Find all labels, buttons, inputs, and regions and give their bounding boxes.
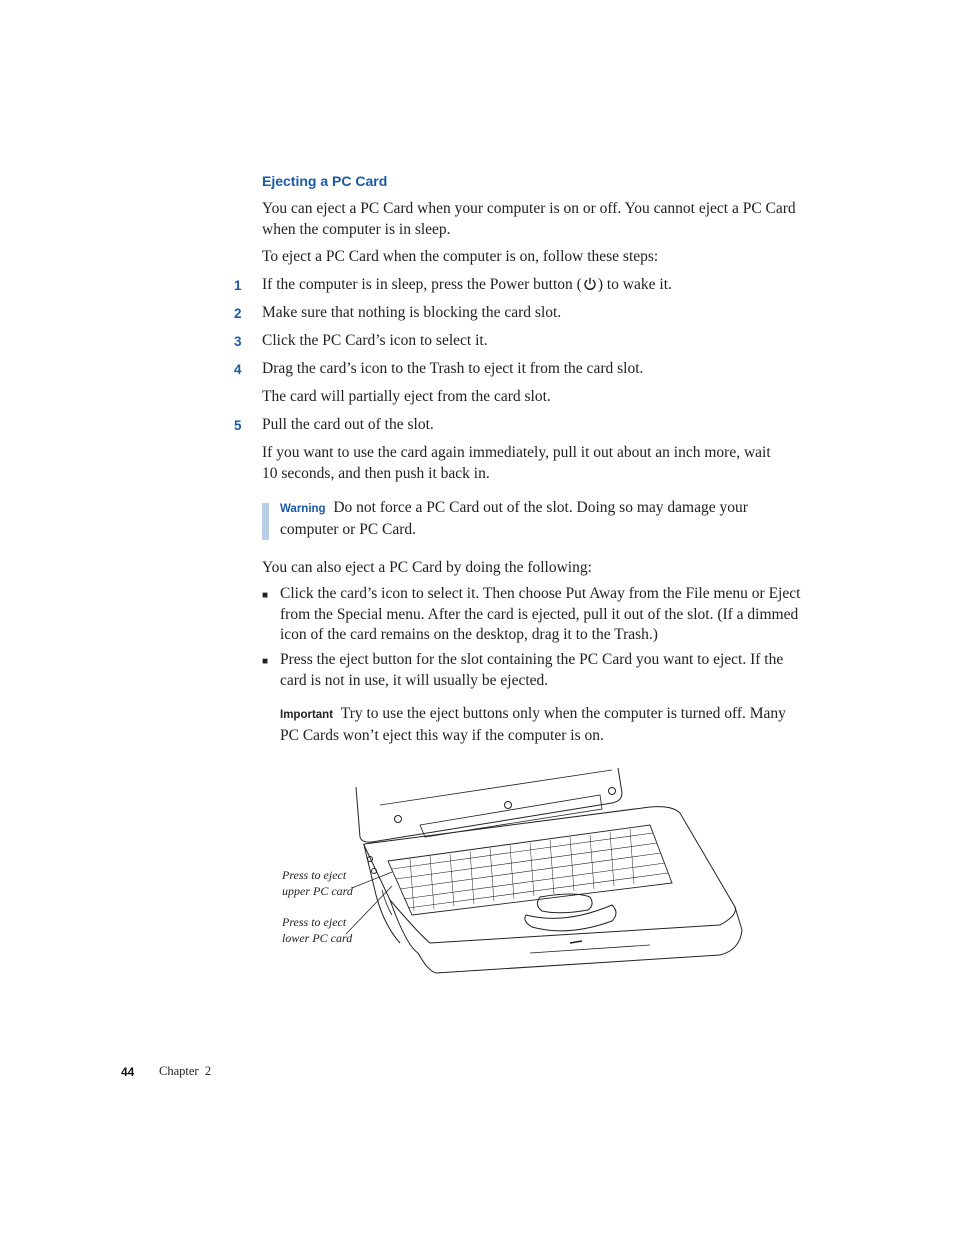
step-2-text: Make sure that nothing is blocking the card slot. — [262, 304, 562, 321]
power-icon — [583, 277, 597, 291]
caption-upper-line-1: Press to eject — [282, 868, 347, 882]
also-intro: You can also eject a PC Card by doing the following: — [262, 559, 592, 576]
step-1-text — [262, 275, 802, 296]
caption-lower-line-1: Press to eject — [282, 915, 347, 929]
warning-bar — [262, 503, 269, 540]
intro-paragraph-2: To eject a PC Card when the computer is on, follow these steps: — [262, 248, 659, 265]
warning-box — [280, 498, 800, 540]
step-number-1: 1 — [234, 278, 242, 293]
important-label: Important — [280, 709, 334, 721]
bullet-item-1: Click the card’s icon to select it. Then choose Put Away from the File menu or Eject from the Special menu. After the card is ejected, pull it out of the slot. (If a dimmed icon of the card remains on the desktop, drag it to the Trash.) — [280, 585, 801, 643]
step-number-4: 4 — [234, 362, 242, 377]
step-1-text-after: ) to wake it. — [597, 276, 672, 293]
caption-lower-eject — [282, 914, 352, 946]
section-heading: Ejecting a PC Card — [262, 173, 388, 189]
bullet-item-2: Press the eject button for the slot containing the PC Card you want to eject. If the card is not in use, it will usually be ejected. — [280, 651, 784, 689]
step-number-5: 5 — [234, 418, 242, 433]
intro-paragraph-1: You can eject a PC Card when your computer is on or off. You cannot eject a PC Card when the computer is in sleep. — [262, 200, 796, 238]
step-number-2: 2 — [234, 306, 242, 321]
bullet-marker-2: ■ — [262, 656, 269, 667]
bullet-marker-1: ■ — [262, 590, 269, 601]
step-1-text-before: If the computer is in sleep, press the Power button ( — [262, 276, 582, 293]
important-text: Try to use the eject buttons only when the computer is turned off. Many PC Cards won’t eject this way if the computer is on. — [280, 705, 786, 744]
step-number-3: 3 — [234, 334, 242, 349]
powerbook-illustration — [350, 765, 745, 980]
warning-label: Warning — [280, 503, 326, 515]
step-3-text: Click the PC Card’s icon to select it. — [262, 332, 488, 349]
important-box — [280, 704, 804, 746]
step-5-text: Pull the card out of the slot. — [262, 416, 434, 433]
warning-text: Do not force a PC Card out of the slot. Doing so may damage your computer or PC Card. — [280, 499, 748, 538]
caption-upper-eject — [282, 867, 353, 899]
step-5-note: If you want to use the card again immediately, pull it out about an inch more, wait 10 seconds, and then push it back in. — [262, 444, 771, 482]
step-4-note: The card will partially eject from the card slot. — [262, 388, 551, 405]
caption-upper-line-2: upper PC card — [282, 884, 353, 898]
caption-lower-line-2: lower PC card — [282, 931, 353, 945]
step-4-text: Drag the card’s icon to the Trash to eject it from the card slot. — [262, 360, 644, 377]
chapter-label: Chapter 2 — [159, 1064, 212, 1078]
page-number: 44 — [121, 1065, 135, 1079]
